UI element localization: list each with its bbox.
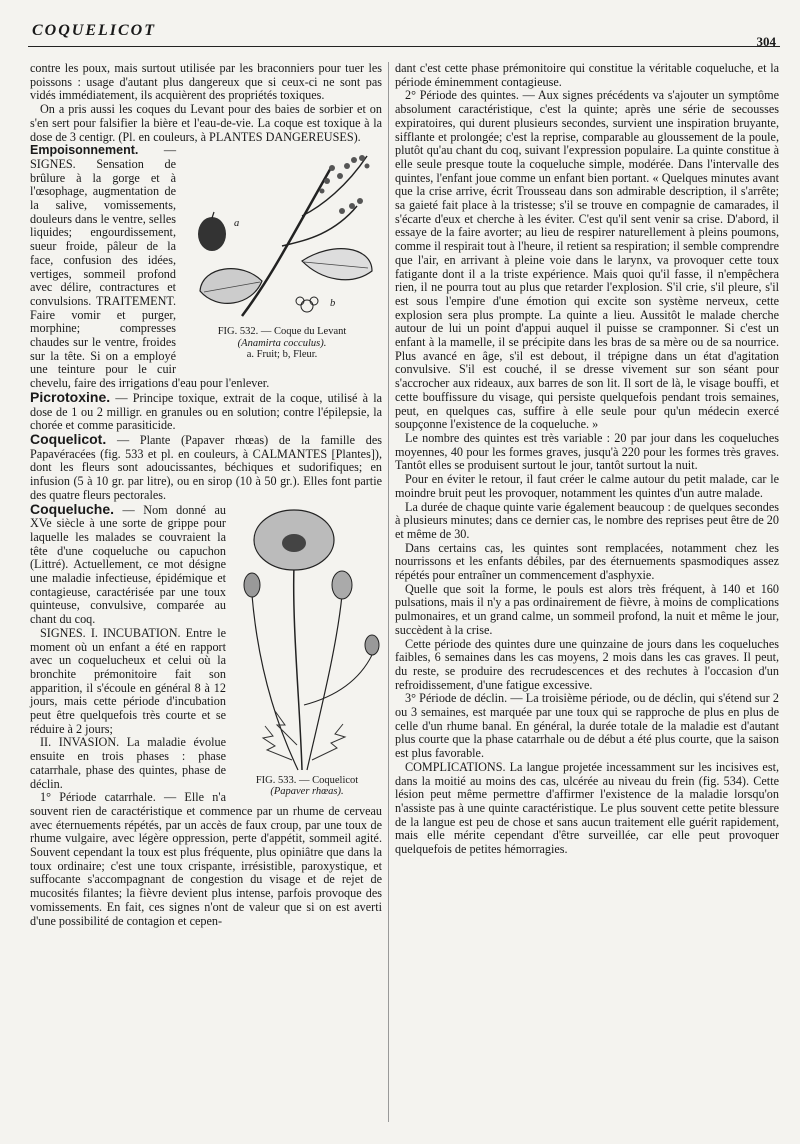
coquelicot-illustration [232, 505, 382, 775]
left-column [30, 62, 382, 928]
paragraph: 2° Période des quintes. — Aux signes précédents va s'ajouter un symptôme absolument caractéristique, c'est la quinte; après une série de secousses expiratoires, qui durent plusieurs secondes, survient une inspiration bruyante, sifflante et prolongée; c'est la reprise, comparable au gloussement de la poule, plutôt qu'au chant du coq, suivant l'expression populaire. La quinte constitue à elle seule presque toute la coqueluche simple, modérée. Dans l'intervalle des quintes, l'enfant joue comme un enfant bien portant. « Quelques minutes avant que la crise arrive, écrit Trousseau dans son admirable description, il s'arrête; sa gaieté fait place à la tristesse; s'il se trouve en compagnie de camarades, il s'écarte d'eux et cherche à les éviter. C'est qu'il sent venir sa crise. D'abord, il essaye de la faire avorter; au lieu de respirer naturellement à pleins poumons, comme il respirait tout à l'heure, il retient sa respiration; il semble comprendre que l'air, en arrivant à pleine voie dans le larynx, va provoquer cette toux fatigante dont il a la triste expérience. Mais quoi qu'il fasse, il n'empêchera rien, il ne pourra tout au plus que retarder l'explosion. S'il crie, s'il pleure, s'il est sous l'empire d'une émotion qui excite son système nerveux, cette explosion sera plus prompte. La quinte a lieu. Aussitôt le malade cherche autour de lui un point d'appui auquel il puisse se cramponner. Si c'est un enfant à la mamelle, il se précipite dans les bras de sa mère ou de sa nourrice. Plus avancé en âge, s'il est debout, il trépigne dans un état d'agitation convulsive. S'il est couché, il se dresse vivement sur son séant pour s'accrocher aux rideaux, aux barres de son lit. Il sort de là, le visage bouffi, et cette bouffissure du visage, qui persiste quelquefois pendant trois semaines, peut, en quelques cas, suffire à elle seule pour qu'un médecin exercé soupçonne l'existence de la coqueluche. » [395, 88, 779, 432]
paragraph: Quelle que soit la forme, le pouls est alors très fréquent, à 140 et 160 pulsations, mais il n'y a pas ordinairement de fièvre, à moins de complications pulmonaires, et un grand calme, un sommeil profond, la nuit et même le jour, succèdent à la crise. [395, 581, 779, 637]
paragraph: 3° Période de déclin. — La troisième période, ou de déclin, qui s'étend sur 2 ou 3 semaines, est marquée par une toux qui se rapproche de plus en plus de celle d'un rhume banal. En général, la durée totale de la maladie est d'autant plus courte que la phase catarrhale ou de début a été plus courte, que la saison est plus favorable. [395, 691, 779, 761]
figure-533 [232, 505, 382, 798]
entry-text: — SIGNES. Sensation de brûlure à la gorge et à l'œsophage, augmentation de la salive, vomissements, douleurs dans le ventre, selles liquides; engourdissement, sueur froide, pâleur de la face, confusion des idées, vertiges, sommeil profond avec délire, contractures et convulsions. TRAITEMENT. Faire vomir et purger, morphine; compresses chaudes sur le ventre, froides sur la tête. Si on a employé une teinture pour le cuir chevelu, faire des irrigations d'eau pour l'enlever. [30, 143, 270, 391]
fig533-caption: FIG. 533. — Coquelicot [255, 774, 359, 786]
paragraph: La durée de chaque quinte varie également beaucoup : de quelques secondes à plusieurs minutes; dans ce dernier cas, le nombre des reprises peut être de 20 et même de 30. [395, 499, 779, 541]
paragraph: contre les poux, mais surtout utilisée par les braconniers pour tuer les poissons : usage d'autant plus dangereux que si ceux-ci ne sont pas vidés immédiatement, ils acquièrent des propriétés toxiques. [30, 61, 382, 103]
headword-empoisonnement: Empoisonnement. [30, 143, 139, 158]
fig532-latin: (Anamirta cocculus). [237, 337, 327, 349]
figure-532 [182, 146, 382, 361]
fig532-legend: a. Fruit; b, Fleur. [246, 349, 318, 361]
paragraph: Pour en éviter le retour, il faut créer le calme autour du petit malade, car le moindre bruit peut les provoquer, notamment les quintes d'un autre malade. [395, 472, 779, 500]
running-head: COQUELICOT [32, 22, 157, 39]
fig533-latin: (Papaver rhœas). [270, 786, 344, 797]
paragraph: 1° Période catarrhale. — Elle n'a souvent rien de caractéristique et commence par un rhume de cerveau avec éternuements répétés, par un accès de faux croup, par une toux de rhume vulgaire, avec légère oppression, perte d'appétit, sommeil agité. Souvent cependant la toux est plus fréquente, plus opiniâtre que dans la toux ordinaire; c'est une toux crispante, irrésistible, paroxystique, et suffocante s'accompagnant de congestion du visage et de rejet de mucosités filantes; la fièvre devient plus intense, parfois provoque des vomissements. En fait, ces signes n'ont de valeur que si on est averti d'une possibilité de contagion et cepen- [30, 790, 382, 928]
headword-coqueluche: Coqueluche. [30, 500, 115, 517]
header-rule [28, 46, 780, 47]
paragraph: Dans certains cas, les quintes sont remplacées, notamment chez les nourrissons et les enfants débiles, par des éternuements spasmodiques assez répétés pour entraîner un commencement d'asphyxie. [395, 540, 779, 583]
page-number: 304 [756, 34, 776, 49]
paragraph: II. INVASION. La maladie évolue ensuite en trois phases : phase catarrhale, phase des quintes, phase de déclin. [30, 735, 226, 791]
headword-coquelicot: Coquelicot. [30, 430, 107, 447]
right-column [395, 62, 779, 857]
fig532-label-b: b [330, 298, 336, 310]
paragraph: Le nombre des quintes est très variable : 20 par jour dans les coqueluches moyennes, 40 pour les formes graves, jusqu'à 220 pour les formes très graves. Tantôt elles se produisent surtout le jour, tantôt surtout la nuit. [395, 430, 779, 473]
entry-text: — Nom donné au XVe siècle à une sorte de grippe pour laquelle les malades se couvraient la tête d'une coqueluche ou capuchon (Littré). Actuellement, ce mot désigne une maladie infectieuse, épidémique et contagieuse, caractérisée par une toux quinteuse, convulsive, comparée au chant du coq. [30, 502, 226, 627]
paragraph: dant c'est cette phase prémonitoire qui constitue la véritable coqueluche, et la période éminemment contagieuse. [395, 61, 779, 89]
paragraph: On a pris aussi les coques du Levant pour des baies de sorbier et on s'en sert pour falsifier la bière et l'eau-de-vie. La coque est toxique à la dose de 3 centigr. (Pl. en couleurs, à PLANTES DANGEREUSES). [30, 102, 382, 144]
fig532-caption: FIG. 532. — Coque du Levant [217, 326, 347, 338]
paragraph: Cette période des quintes dure une quinzaine de jours dans les coqueluches faibles, 6 semaines dans les cas moyens, 2 mois dans les cas graves. Il peut, du reste, se produire des recrudescences et des rechutes à l'occasion d'un refroidissement, d'une fatigue excessive. [395, 636, 779, 692]
column-divider [388, 62, 389, 1122]
paragraph: COMPLICATIONS. La langue projetée incessamment sur les incisives est, dans la moitié au moins des cas, ulcérée au niveau du frein (fig. 534). Cette lésion peut même permettre d'affirmer l'existence de la maladie lorsqu'on n'assiste pas à une quinte caractéristique. Le plus souvent cette petite blessure de la langue est peu de chose et sans aucun traitement elle guérit rapidement, mais elle mérite cependant d'être surveillée, car elle peut provoquer quelquefois de petites hémorragies. [395, 759, 779, 857]
entry-text: — Plante (Papaver rhœas) de la famille des Papavéracées (fig. 533 et pl. en couleurs, à CALMANTES [Plantes]), dont les fleurs sont adoucissantes, béchiques et sudorifiques; en infusion (5 à 10 gr. par litre), ou en sirop (10 à 50 gr.). Elles font partie des quatre fleurs pectorales. [30, 432, 383, 502]
headword-picrotoxine: Picrotoxine. [30, 388, 111, 405]
fig532-label-a: a [234, 218, 240, 230]
coque-du-levant-illustration [182, 146, 382, 326]
entry-text: — Principe toxique, extrait de la coque, utilisé à la dose de 1 ou 2 milligr. en granules ou en solution; contre l'épilepsie, la chorée et comme parasiticide. [30, 390, 382, 433]
paragraph: SIGNES. I. INCUBATION. Entre le moment où un enfant a été en rapport avec un coquelucheux et celui où la bronchite prémonitoire fait son apparition, il s'écoule en général 8 à 12 jours, mais cette période d'incubation peut être quelquefois très courte et se réduire à 2 jours; [30, 625, 226, 736]
